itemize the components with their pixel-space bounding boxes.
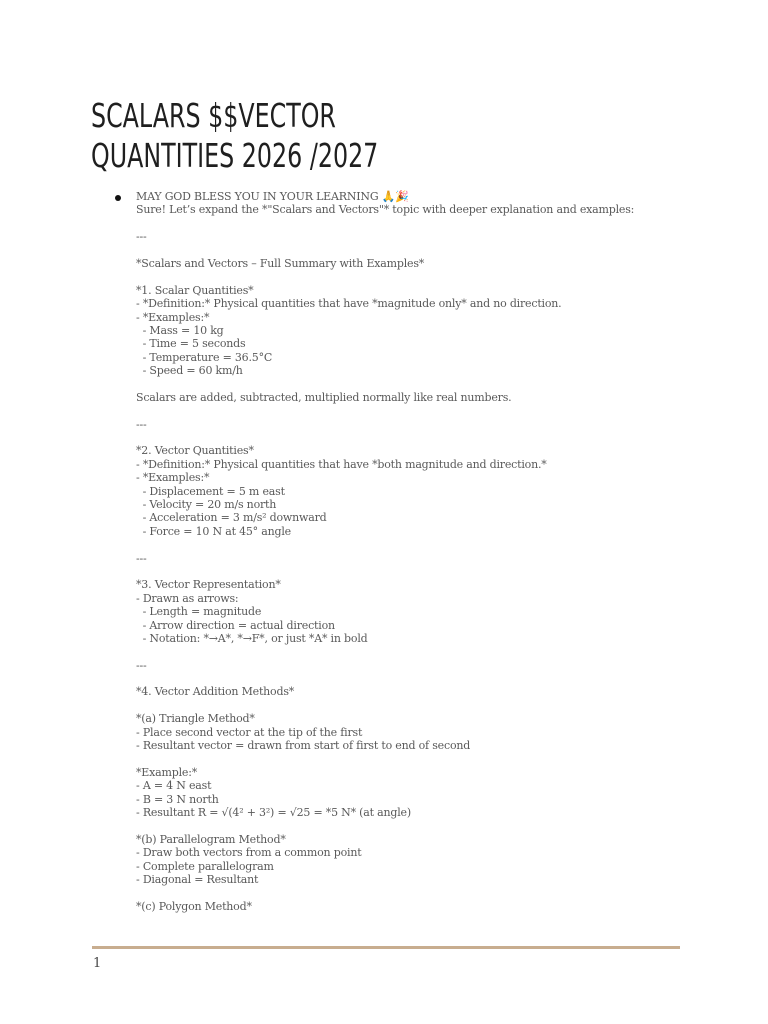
body-line [136, 645, 716, 658]
body-line: - *Definition:* Physical quantities that have *both magnitude and direction.* [136, 457, 547, 471]
body-line: - Velocity = 20 m/s north [136, 497, 277, 511]
body-line: - Acceleration = 3 m/s² downward [136, 511, 327, 525]
body-line: - Mass = 10 kg [136, 323, 224, 337]
footer-divider [92, 946, 680, 949]
body-line: - Speed = 60 km/h [136, 364, 243, 378]
body-line [136, 431, 716, 444]
body-line [136, 752, 716, 765]
body-line: - B = 3 N north [136, 792, 219, 806]
title-line-1: SCALARS $$VECTOR [91, 96, 336, 135]
body-line [136, 886, 716, 899]
body-line: - Resultant R = √(4² + 3²) = √25 = *5 N* (at angle) [136, 805, 411, 819]
body-line: Scalars are added, subtracted, multiplied normally like real numbers. [136, 390, 512, 404]
body-line [136, 819, 716, 832]
body-line [136, 699, 716, 712]
body-line: *4. Vector Addition Methods* [136, 685, 295, 699]
body-line: --- [136, 658, 147, 672]
body-line: - Drawn as arrows: [136, 591, 239, 605]
body-line [136, 404, 716, 417]
body-line: *Example:* [136, 765, 197, 779]
body-line: *2. Vector Quantities* [136, 444, 254, 458]
body-line: *(c) Polygon Method* [136, 899, 252, 913]
body-line [136, 270, 716, 283]
page-number: 1 [93, 956, 102, 971]
body-line [136, 538, 716, 551]
body-line: - Arrow direction = actual direction [136, 618, 335, 632]
body-line [136, 565, 716, 578]
body-line: *3. Vector Representation* [136, 578, 281, 592]
body-line: - Temperature = 36.5°C [136, 350, 273, 364]
body-line: Sure! Let’s expand the *"Scalars and Vectors"* topic with deeper explanation and examples: [136, 203, 635, 217]
body-line: - A = 4 N east [136, 779, 212, 793]
body-line: --- [136, 230, 147, 244]
body-line: - Diagonal = Resultant [136, 872, 259, 886]
body-line [136, 217, 716, 230]
body-line: - *Examples:* [136, 310, 210, 324]
body-line: - *Examples:* [136, 471, 210, 485]
body-line: --- [136, 417, 147, 431]
body-line: - Resultant vector = drawn from start of first to end of second [136, 739, 471, 753]
body-line: *(a) Triangle Method* [136, 712, 255, 726]
body-line: - *Definition:* Physical quantities that have *magnitude only* and no direction. [136, 297, 562, 311]
body-line: - Place second vector at the tip of the first [136, 725, 363, 739]
body-line: - Draw both vectors from a common point [136, 846, 362, 860]
body-line: - Length = magnitude [136, 605, 262, 619]
body-line [136, 244, 716, 257]
title-line-2: QUANTITIES 2026 /2027 [91, 136, 379, 175]
body-line: - Time = 5 seconds [136, 337, 246, 351]
body-line: - Displacement = 5 m east [136, 484, 285, 498]
body-line [136, 377, 716, 390]
body-line: MAY GOD BLESS YOU IN YOUR LEARNING 🙏🎉 [136, 190, 409, 203]
bullet-icon [115, 195, 121, 201]
body-line: - Complete parallelogram [136, 859, 274, 873]
body-line: - Notation: *→A*, *→F*, or just *A* in bold [136, 631, 368, 645]
body-line [136, 672, 716, 685]
body-line: --- [136, 551, 147, 565]
body-line: *(b) Parallelogram Method* [136, 832, 286, 846]
body-line: - Force = 10 N at 45° angle [136, 524, 291, 538]
body-line: *1. Scalar Quantities* [136, 283, 254, 297]
body-line: *Scalars and Vectors – Full Summary with Examples* [136, 256, 425, 270]
document-title [91, 96, 378, 176]
document-body [136, 190, 716, 913]
